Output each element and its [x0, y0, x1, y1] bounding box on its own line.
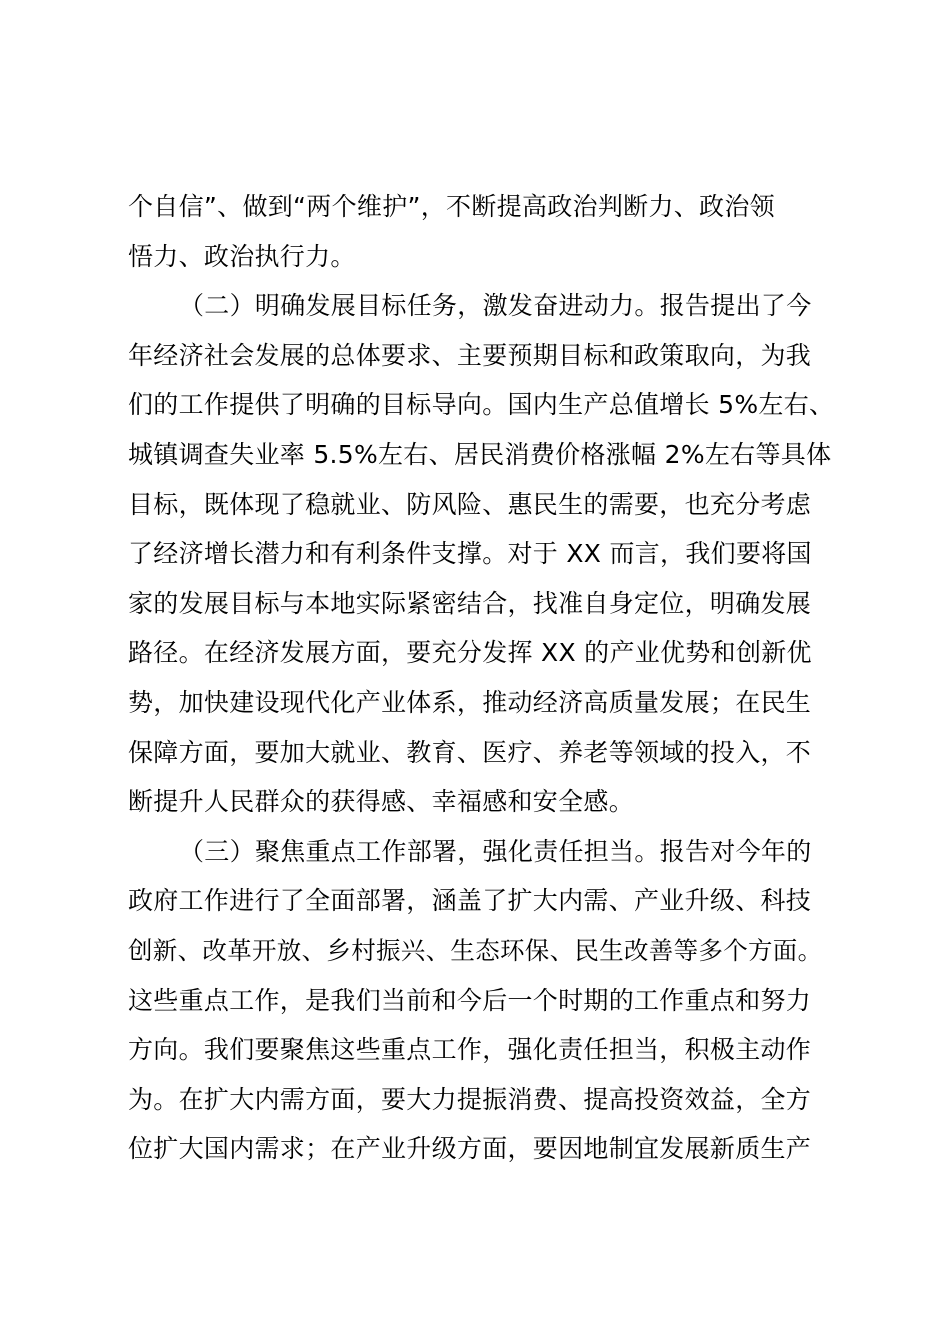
text-line: 家的发展目标与本地实际紧密结合，找准自身定位，明确发展: [128, 588, 812, 618]
text-line: 断提升人民群众的获得感、幸福感和安全感。: [128, 787, 635, 817]
text-line: 位扩大国内需求；在产业升级方面，要因地制宜发展新质生产: [128, 1134, 812, 1164]
text-line: 政府工作进行了全面部署，涵盖了扩大内需、产业升级、科技: [128, 886, 812, 916]
text-line: 这些重点工作，是我们当前和今后一个时期的工作重点和努力: [128, 985, 812, 1015]
text-line: 们的工作提供了明确的目标导向。国内生产总值增长 5%左右、: [128, 390, 835, 420]
text-line: 个自信”、做到“两个维护”，不断提高政治判断力、政治领: [128, 192, 775, 221]
text-line: 创新、改革开放、乡村振兴、生态环保、民生改善等多个方面。: [128, 935, 823, 965]
text-line: 势，加快建设现代化产业体系，推动经济高质量发展；在民生: [128, 687, 812, 717]
text-line: 方向。我们要聚焦这些重点工作，强化责任担当，积极主动作: [128, 1035, 812, 1065]
text-line: 悟力、政治执行力。: [128, 241, 356, 271]
text-line: 了经济增长潜力和有利条件支撑。对于 XX 而言，我们要将国: [128, 539, 812, 569]
text-line: 年经济社会发展的总体要求、主要预期目标和政策取向，为我: [128, 340, 812, 370]
text-line: 保障方面，要加大就业、教育、医疗、养老等领域的投入，不: [128, 737, 812, 767]
document-body: [128, 182, 833, 1174]
text-line: 目标，既体现了稳就业、防风险、惠民生的需要，也充分考虑: [128, 489, 812, 519]
paragraph-first-line: （二）明确发展目标任务，激发奋进动力。报告提出了今: [179, 291, 812, 321]
text-line: 城镇调查失业率 5.5%左右、居民消费价格涨幅 2%左右等具体: [128, 439, 832, 469]
paragraph-first-line: （三）聚焦重点工作部署，强化责任担当。报告对今年的: [179, 836, 812, 866]
text-line: 为。在扩大内需方面，要大力提振消费、提高投资效益，全方: [128, 1084, 812, 1114]
text-line: 路径。在经济发展方面，要充分发挥 XX 的产业优势和创新优: [128, 638, 812, 668]
